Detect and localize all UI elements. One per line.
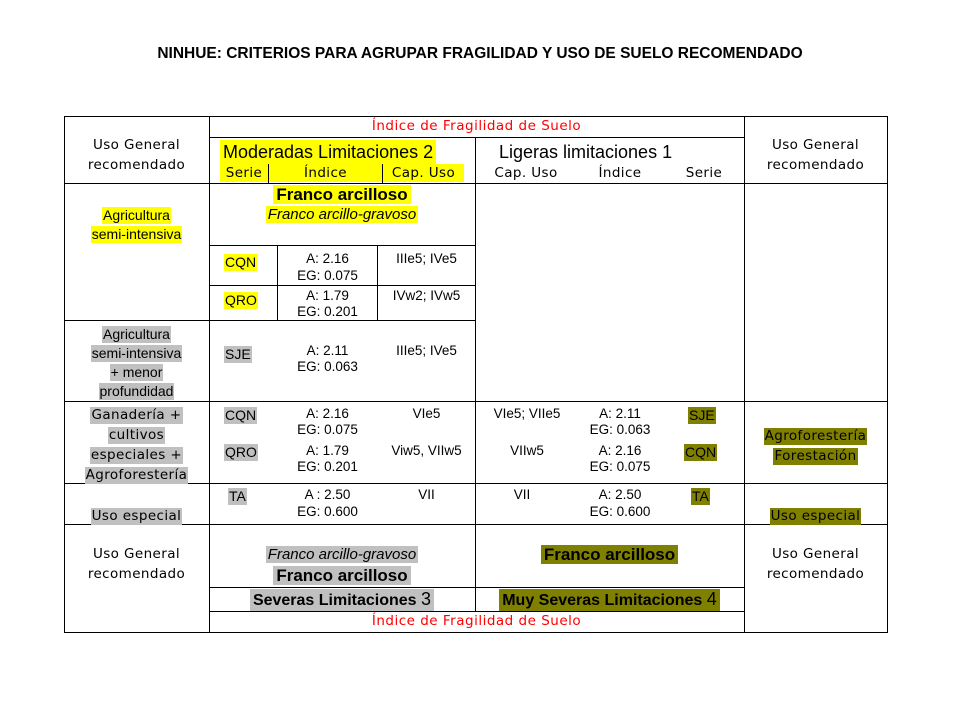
indice-a: A: 2.16 — [306, 406, 349, 421]
serie-code-right: SJE — [689, 407, 715, 423]
severe-limitations-header: Severas Limitaciones 3 — [209, 589, 475, 611]
serie-code: CQN — [225, 254, 257, 270]
serie-code: CQN — [225, 407, 257, 423]
light-limitations-header: Ligeras limitaciones 1 — [499, 142, 673, 162]
use-ganaderia: Ganadería + cultivos especiales + Agroforestería — [85, 407, 188, 483]
cap-uso: IIIe5; IVe5 — [396, 251, 457, 266]
fragility-index-title-top: Índice de Fragilidad de Suelo — [371, 118, 582, 134]
moderate-limitations-header: Moderadas Limitaciones 2 — [220, 140, 436, 164]
indice-a-right: A: 2.50 — [598, 487, 642, 502]
indice-a: A: 2.16 — [306, 251, 349, 266]
recomendado-label-top-left: recomendado — [87, 157, 186, 173]
cap-uso: Viw5, VIIw5 — [391, 443, 462, 458]
indice-a: A : 2.50 — [304, 487, 351, 502]
cap-uso: VII — [418, 487, 435, 502]
table-row — [224, 252, 257, 271]
indice-eg: EG: 0.201 — [297, 459, 358, 474]
use-especial-left: Uso especial — [91, 508, 182, 524]
use-especial-right: Uso especial — [770, 508, 861, 524]
table-row — [224, 344, 252, 363]
serie-code-right: CQN — [685, 444, 717, 460]
cap-uso: IIIe5; IVe5 — [396, 343, 457, 358]
serie-code: TA — [229, 488, 246, 504]
indice-a: A: 1.79 — [306, 443, 349, 458]
indice-eg: EG: 0.600 — [297, 504, 358, 519]
cap-uso-right: VIe5; VIIe5 — [493, 406, 561, 421]
indice-eg-right: EG: 0.600 — [589, 504, 651, 519]
very-severe-limitations-header: Muy Severas Limitaciones 4 — [475, 589, 744, 611]
use-semi-intensiva-menor-profundidad: Agricultura semi-intensiva + menor profundidad — [91, 326, 182, 399]
indice-eg: EG: 0.075 — [297, 422, 358, 437]
indice-eg-right: EG: 0.075 — [589, 459, 651, 474]
cap-uso: IVw2; IVw5 — [392, 288, 461, 303]
indice-eg: EG: 0.201 — [297, 304, 358, 319]
recomendado-label-top-right: recomendado — [766, 157, 865, 173]
texture-main-bottom-right: Franco arcilloso — [475, 546, 744, 563]
cap-uso: VIe5 — [412, 406, 441, 421]
indice-a: A: 2.11 — [306, 343, 349, 358]
uso-general-label-top-right: Uso General — [771, 137, 860, 153]
uso-general-label-bottom-left: Uso General — [92, 546, 181, 562]
page-title: NINHUE: CRITERIOS PARA AGRUPAR FRAGILIDAD Y USO DE SUELO RECOMENDADO — [157, 45, 803, 62]
col-serie-right: Serie — [685, 165, 723, 181]
texture-main-bottom-left: Franco arcilloso — [209, 567, 475, 584]
serie-code-right: TA — [692, 488, 709, 504]
serie-code: QRO — [225, 444, 257, 460]
col-indice-right: Índice — [598, 165, 642, 181]
col-cap-right: Cap. Uso — [494, 165, 558, 181]
recomendado-label-bottom-left: recomendado — [87, 566, 186, 582]
table-row — [224, 290, 258, 309]
col-cap-left: Cap. Uso — [391, 165, 456, 181]
indice-eg: EG: 0.075 — [297, 268, 358, 283]
indice-eg: EG: 0.063 — [297, 359, 358, 374]
indice-a-right: A: 2.11 — [599, 406, 641, 421]
recomendado-label-bottom-right: recomendado — [766, 566, 865, 582]
texture-sub-top: Franco arcillo-gravoso — [267, 206, 417, 223]
texture-sub-bottom: Franco arcillo-gravoso — [267, 546, 417, 563]
serie-code: SJE — [225, 346, 251, 362]
indice-a: A: 1.79 — [306, 288, 349, 303]
indice-a-right: A: 2.16 — [598, 443, 642, 458]
table-row — [228, 486, 247, 505]
col-indice-left: Índice — [304, 165, 347, 181]
use-agroforesteria-right: Agroforestería Forestación — [764, 428, 867, 464]
texture-main-top: Franco arcilloso — [209, 186, 475, 203]
indice-eg-right: EG: 0.063 — [589, 422, 651, 437]
fragility-index-title-bottom: Índice de Fragilidad de Suelo — [371, 613, 582, 629]
table-row — [224, 442, 258, 461]
table-row — [224, 405, 257, 424]
cap-uso-right: VII — [513, 487, 531, 502]
uso-general-label-bottom-right: Uso General — [771, 546, 860, 562]
use-semi-intensiva: Agricultura semi-intensiva — [91, 207, 182, 242]
uso-general-label-top-left: Uso General — [92, 137, 181, 153]
col-serie-left: Serie — [225, 165, 263, 181]
cap-uso-right: VIIw5 — [510, 443, 544, 458]
serie-code: QRO — [225, 292, 257, 308]
